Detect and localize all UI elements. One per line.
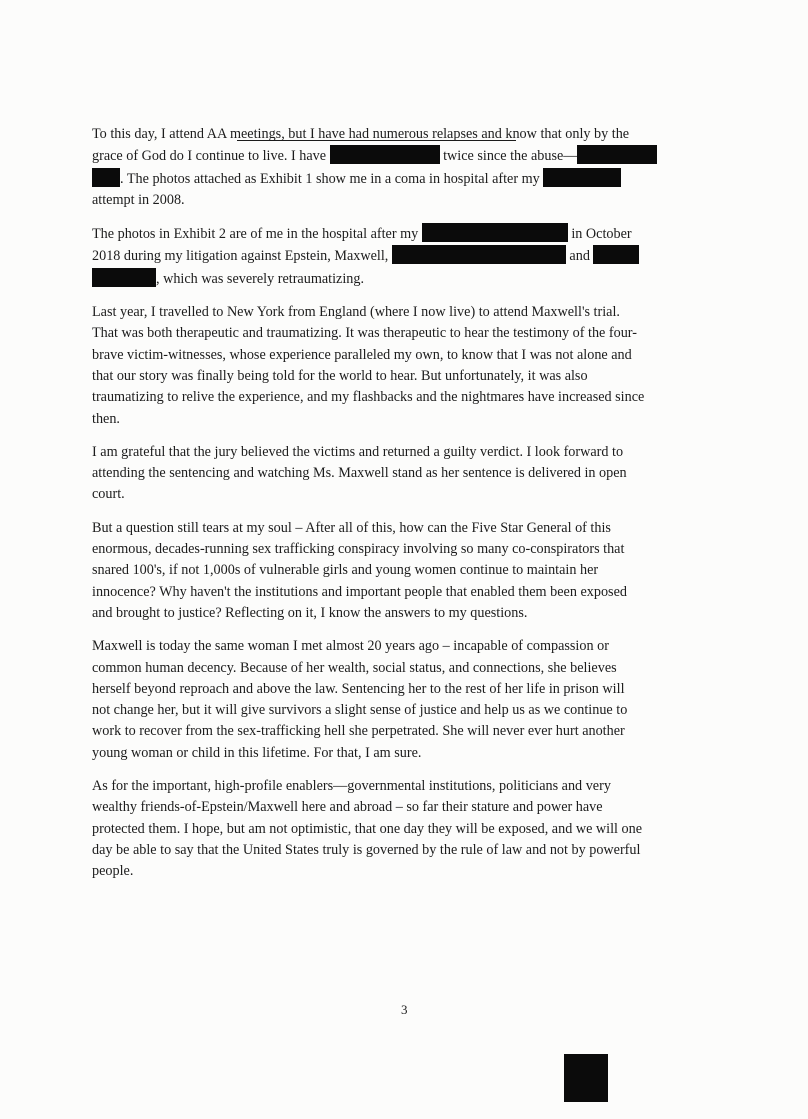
redaction-block [564,1054,608,1102]
text-segment: Maxwell is today the same woman I met almost 20 years ago – incapable of compassion or [92,638,609,655]
redaction-block [593,245,639,264]
text-segment: court. [92,486,125,503]
text-segment: in October [567,226,632,243]
redaction-block [422,223,568,242]
text-line [92,302,716,323]
text-line [92,861,716,882]
text-line [92,658,716,679]
redaction-block [92,268,156,287]
text-segment: As for the important, high-profile enablers—governmental institutions, politicians and very [92,778,611,795]
text-segment: I am grateful that the jury believed the victims and returned a guilty verdict. I look forward to [92,443,624,460]
text-segment: wealthy friends-of-Epstein/Maxwell here and abroad – so far their stature and power have [92,799,603,816]
redaction-block [543,168,621,187]
document-body [92,124,716,895]
text-segment: work to recover from the sex-trafficking hell she perpetrated. She will never ever hurt another [92,723,625,740]
paragraph [92,124,716,211]
text-segment: people. [92,863,134,880]
text-line [92,539,716,560]
text-segment: innocence? Why haven't the institutions and important people that enabled them been exposed [92,583,627,600]
text-segment: , which was severely retraumatizing. [156,270,365,287]
text-segment: snared 100's, if not 1,000s of vulnerable girls and young women continue to maintain her [92,562,599,579]
text-line [92,366,716,387]
text-segment: protected them. I hope, but am not optimistic, that one day they will be exposed, and we will one [92,820,643,837]
text-segment: attending the sentencing and watching Ms. Maxwell stand as her sentence is delivered in open [92,465,627,482]
text-line [92,323,716,344]
text-segment: common human decency. Because of her wealth, social status, and connections, she believes [92,659,617,676]
text-line [92,484,716,505]
text-line [92,463,716,484]
redaction-block [392,245,566,264]
text-segment: To this day, I attend AA meetings, but I have had numerous relapses and know that only by the [92,126,630,142]
text-line [92,442,716,463]
text-line [92,679,716,700]
text-line [92,840,716,861]
paragraph [92,302,716,430]
text-segment: twice since the abuse— [439,148,578,165]
text-segment: The photos in Exhibit 2 are of me in the hospital after my [92,226,422,243]
paragraph [92,223,716,290]
text-line [92,145,716,167]
text-segment: 2018 during my litigation against Epstein, Maxwell, [92,248,392,265]
text-line [92,124,716,145]
text-segment: attempt in 2008. [92,191,185,208]
text-segment: enormous, decades-running sex trafficking conspiracy involving so many co-conspirators that [92,541,625,558]
text-line [92,743,716,764]
text-line [92,819,716,840]
text-segment: herself beyond reproach and above the law. Sentencing her to the rest of her life in prison will [92,680,625,697]
text-line [92,797,716,818]
text-segment: But a question still tears at my soul – After all of this, how can the Five Star General of this [92,519,611,536]
text-segment: That was both therapeutic and traumatizing. It was therapeutic to hear the testimony of the four- [92,325,637,342]
text-segment: Last year, I travelled to New York from England (where I now live) to attend Maxwell's trial. [92,304,620,321]
text-segment: grace of God do I continue to live. I have [92,148,330,165]
text-segment: day be able to say that the United States truly is governed by the rule of law and not by powerful [92,841,641,858]
text-segment: young woman or child in this lifetime. For that, I am sure. [92,744,422,761]
paragraph [92,518,716,624]
text-line [92,168,716,190]
text-line [92,190,716,211]
paragraph [92,636,716,764]
paragraph [92,776,716,882]
text-line [92,409,716,430]
text-segment: and brought to justice? Reflecting on it, I know the answers to my questions. [92,604,528,621]
text-line [92,223,716,245]
text-segment: not change her, but it will give survivors a slight sense of justice and help us as we continue to [92,702,628,719]
text-segment: and [565,248,594,265]
text-line [92,268,716,290]
text-segment: that our story was finally being told for the world to hear. But unfortunately, it was also [92,367,588,384]
text-line [92,721,716,742]
page-number: 3 [401,1002,408,1017]
text-line [92,518,716,539]
text-line [92,582,716,603]
redaction-block [330,145,440,164]
text-segment: traumatizing to relive the experience, and my flashbacks and the nightmares have increased since [92,389,645,406]
text-segment: then. [92,410,120,427]
text-segment: . The photos attached as Exhibit 1 show me in a coma in hospital after my [120,170,544,187]
text-line [92,636,716,657]
paragraph [92,442,716,506]
text-line [92,776,716,797]
text-line [92,245,716,267]
text-line [92,700,716,721]
redaction-block [577,145,657,164]
text-segment: brave victim-witnesses, whose experience paralleled my own, to know that I was not alone and [92,346,632,363]
redaction-block [92,168,120,187]
text-line [92,603,716,624]
text-line [92,387,716,408]
text-line [92,560,716,581]
text-line [92,345,716,366]
